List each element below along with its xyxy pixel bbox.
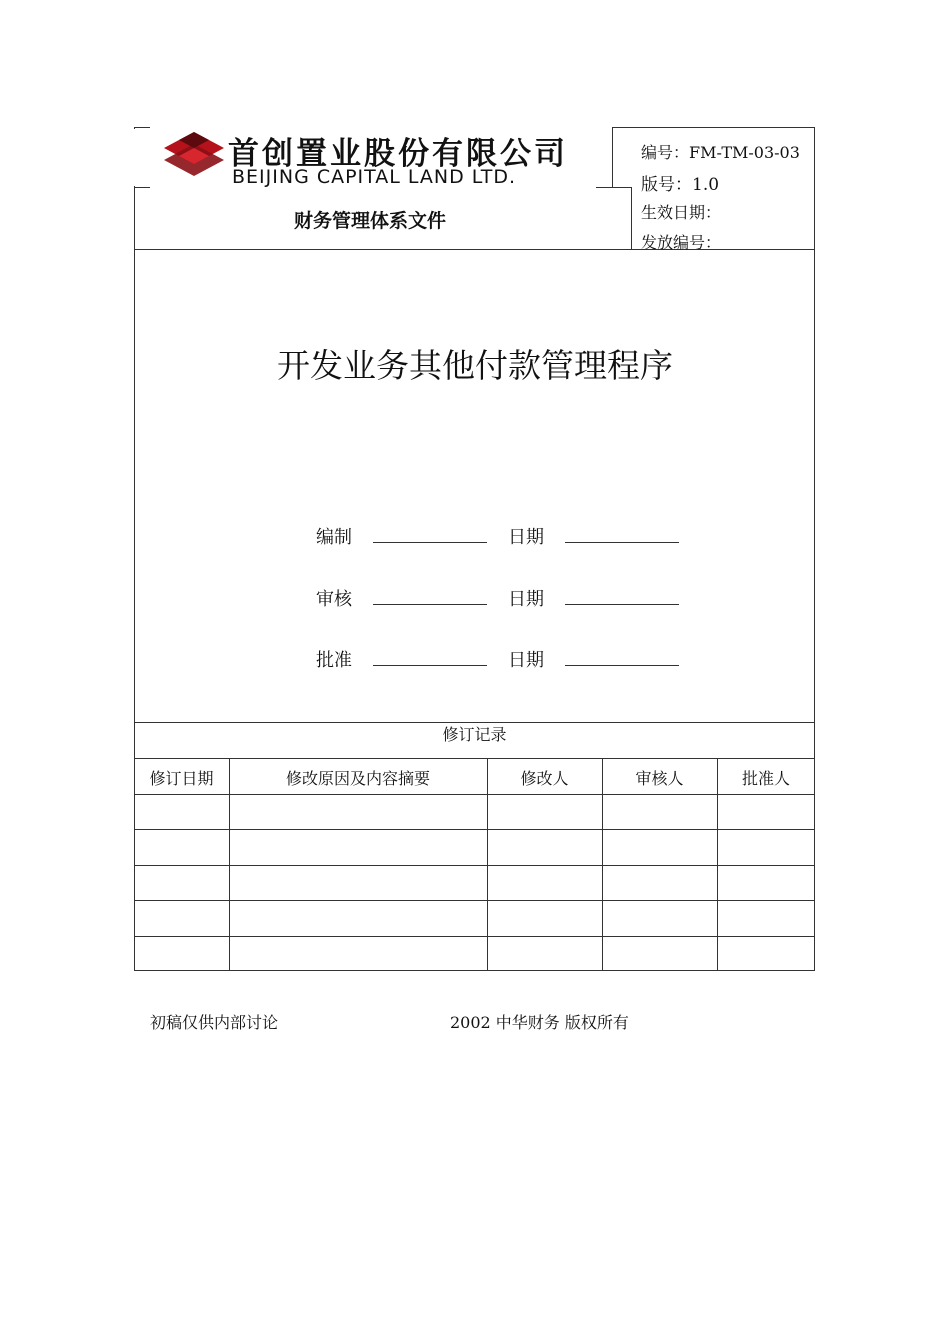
system-name: 财务管理体系文件 [294, 210, 447, 232]
version-number: 版号：1.0 [641, 175, 720, 195]
prepared-signature-line[interactable] [373, 542, 487, 543]
effective-date: 生效日期： [641, 203, 722, 222]
column-header-approver: 批准人 [741, 769, 790, 788]
table-row [134, 829, 815, 830]
logo-bracket-bottom [134, 187, 150, 188]
reviewed-signature-line[interactable] [373, 604, 487, 605]
column-divider [487, 758, 488, 971]
prepared-date-label: 日期 [508, 527, 544, 548]
document-frame [134, 127, 815, 971]
header-divider-lower [631, 187, 632, 249]
footer-draft-note: 初稿仅供内部讨论 [150, 1013, 279, 1032]
prepared-date-line[interactable] [565, 542, 679, 543]
column-divider [602, 758, 603, 971]
reviewed-label: 审核 [316, 589, 352, 610]
revision-record-title: 修订记录 [442, 725, 507, 744]
reviewed-date-label: 日期 [508, 589, 544, 610]
column-header-change-summary: 修改原因及内容摘要 [285, 769, 430, 788]
header-divider-upper [612, 127, 613, 187]
doc-number: 编号：FM-TM-03-03 [641, 143, 800, 162]
column-header-reviewer: 审核人 [635, 769, 684, 788]
approved-label: 批准 [316, 650, 352, 671]
prepared-label: 编制 [316, 527, 352, 548]
footer-copyright: 2002 中华财务 版权所有 [450, 1013, 629, 1032]
company-name-en: BEIJING CAPITAL LAND LTD. [232, 166, 517, 188]
column-divider [229, 758, 230, 971]
logo-gap-left [133, 129, 136, 186]
table-row [134, 936, 815, 937]
company-name-cn: 首创置业股份有限公司 [228, 136, 568, 172]
reviewed-date-line[interactable] [565, 604, 679, 605]
column-header-modifier: 修改人 [520, 769, 569, 788]
table-row [134, 865, 815, 866]
approved-date-line[interactable] [565, 665, 679, 666]
column-divider [717, 758, 718, 971]
company-logo-icon [162, 130, 226, 178]
table-row [134, 794, 815, 795]
table-row [134, 900, 815, 901]
revision-header-top-rule [134, 758, 815, 759]
logo-bracket-bottom-right [596, 187, 612, 188]
approved-date-label: 日期 [508, 650, 544, 671]
approved-signature-line[interactable] [373, 665, 487, 666]
header-divider-step [612, 187, 631, 188]
release-number: 发放编号： [641, 233, 722, 252]
column-header-revision-date: 修订日期 [149, 769, 214, 788]
document-title: 开发业务其他付款管理程序 [277, 346, 673, 385]
